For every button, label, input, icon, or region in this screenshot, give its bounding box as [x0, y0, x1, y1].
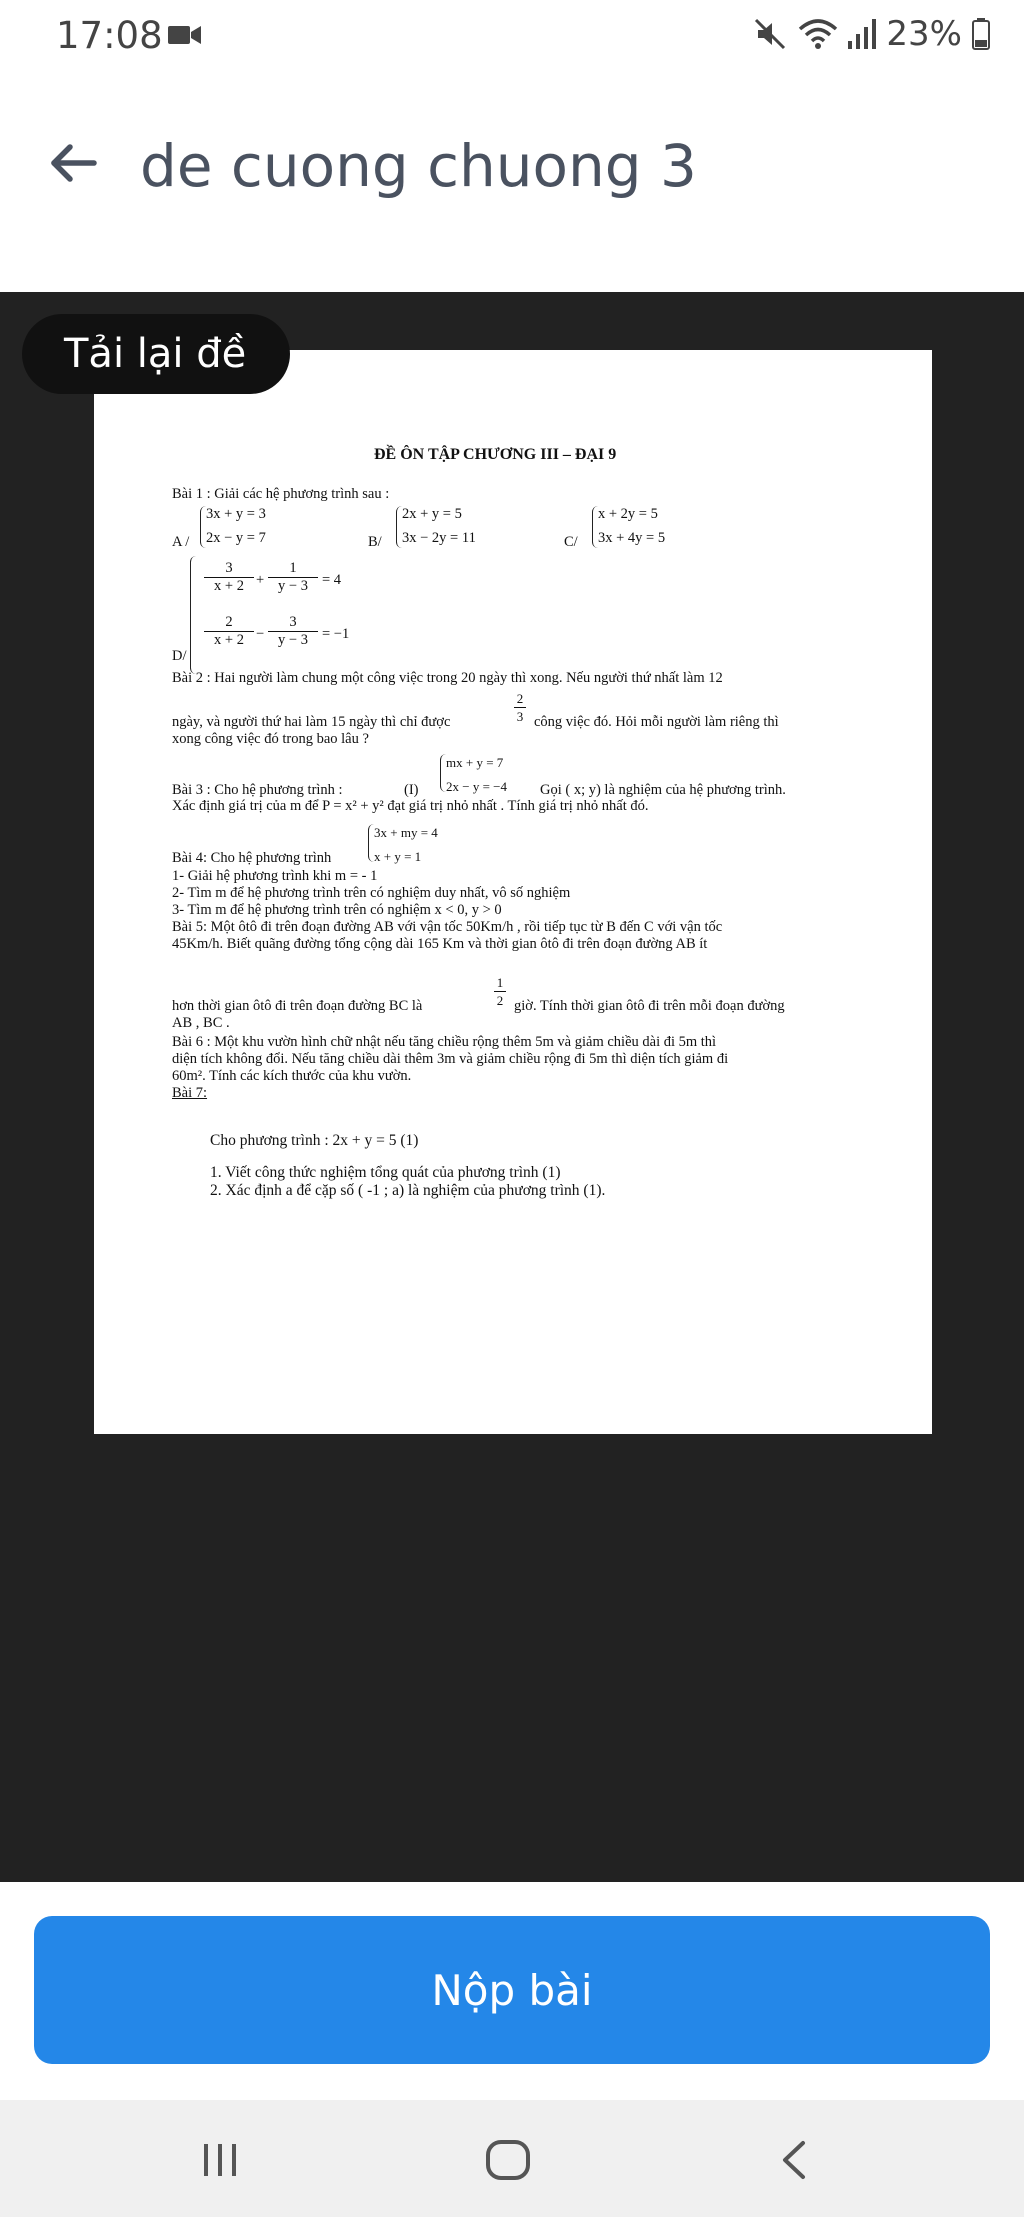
doc-line: (I) [404, 782, 419, 798]
frac-den: y − 3 [278, 578, 308, 594]
mute-icon [752, 16, 788, 52]
doc-line: Bài 4: Cho hệ phương trình [172, 850, 332, 866]
doc-label: B/ [368, 534, 382, 550]
status-bar [0, 0, 1024, 76]
document-page [94, 350, 932, 1434]
arrow-left-icon [48, 143, 98, 183]
doc-line: 60m². Tính các kích thước của khu vườn. [172, 1068, 412, 1084]
doc-title: ĐỀ ÔN TẬP CHƯƠNG III – ĐẠI 9 [374, 446, 617, 463]
battery-icon [972, 18, 990, 50]
doc-line: 1- Giải hệ phương trình khi m = - 1 [172, 868, 378, 884]
wifi-icon [798, 17, 838, 51]
doc-eq: 3x + 4y = 5 [598, 530, 666, 546]
doc-line: 2. Xác định a để cặp số ( -1 ; a) là nghiệm của phương trình (1). [210, 1182, 606, 1199]
doc-line: Cho phương trình : 2x + y = 5 (1) [210, 1132, 419, 1149]
doc-eq: x + y = 1 [374, 849, 422, 864]
doc-eq: 3x − 2y = 11 [402, 530, 476, 546]
battery-text: 23% [886, 14, 962, 54]
doc-eq: x + 2y = 5 [598, 506, 658, 522]
doc-label: C/ [564, 534, 578, 550]
reload-button[interactable]: Tải lại đề [22, 314, 290, 394]
back-button[interactable] [40, 130, 106, 196]
doc-line: Bài 6 : Một khu vườn hình chữ nhật nếu tăng chiều rộng thêm 5m và giảm chiều dài đi 5m thì [172, 1034, 717, 1050]
doc-line: xong công việc đó trong bao lâu ? [172, 731, 369, 747]
doc-line: 1. Viết công thức nghiệm tổng quát của phương trình (1) [210, 1164, 561, 1181]
doc-op: = −1 [322, 626, 350, 642]
frac-num: 3 [268, 614, 318, 632]
doc-line: công việc đó. Hỏi mỗi người làm riêng thì [534, 714, 779, 730]
doc-eq: 3x + my = 4 [374, 825, 438, 840]
doc-line: Gọi ( x; y) là nghiệm của hệ phương trình. [540, 782, 786, 798]
doc-op: − [256, 626, 265, 642]
frac-num: 3 [204, 560, 254, 578]
submit-button[interactable]: Nộp bài [34, 1916, 990, 2064]
brace-d [190, 556, 198, 674]
recents-icon[interactable] [190, 2130, 250, 2190]
doc-op: + [256, 572, 265, 588]
doc-eq: 3x + y = 3 [206, 506, 266, 522]
doc-eq: 2x − y = 7 [206, 530, 266, 546]
frac-den: 2 [496, 993, 504, 1008]
frac-den: x + 2 [214, 632, 244, 648]
doc-line: Bài 3 : Cho hệ phương trình : [172, 782, 343, 798]
doc-eq: mx + y = 7 [446, 755, 504, 770]
status-time: 17:08 [56, 14, 163, 57]
doc-line: giờ. Tính thời gian ôtô đi trên mỗi đoạn đường [514, 998, 785, 1014]
doc-line: Bài 2 : Hai người làm chung một công việc trong 20 ngày thì xong. Nếu người thứ nhất làm 12 [172, 670, 723, 686]
video-camera-icon [168, 24, 202, 46]
doc-eq: 2x + y = 5 [402, 506, 462, 522]
doc-line: 45Km/h. Biết quãng đường tổng cộng dài 165 Km và thời gian ôtô đi trên đoạn đường AB ít [172, 936, 708, 952]
frac-num: 2 [514, 690, 526, 708]
frac-den: y − 3 [278, 632, 308, 648]
frac-den: 3 [516, 709, 524, 724]
doc-op: = 4 [322, 572, 342, 588]
frac-num: 1 [494, 974, 506, 992]
doc-line: hơn thời gian ôtô đi trên đoạn đường BC là [172, 998, 423, 1014]
home-icon[interactable] [478, 2130, 538, 2190]
back-icon[interactable] [764, 2130, 824, 2190]
page-title: de cuong chuong 3 [140, 132, 697, 200]
doc-line: ngày, và người thứ hai làm 15 ngày thì chỉ được [172, 714, 451, 730]
doc-line: Xác định giá trị của m để P = x² + y² đạt giá trị nhỏ nhất . Tính giá trị nhỏ nhất đó. [172, 798, 649, 814]
doc-line: Bài 1 : Giải các hệ phương trình sau : [172, 486, 390, 502]
doc-line: AB , BC . [172, 1015, 230, 1031]
doc-line: 3- Tìm m để hệ phương trình trên có nghiệm x < 0, y > 0 [172, 902, 502, 918]
frac-num: 1 [268, 560, 318, 578]
doc-line: Bài 7: [172, 1085, 208, 1101]
doc-label: A / [172, 534, 190, 550]
signal-icon [848, 19, 876, 49]
doc-line: diện tích không đổi. Nếu tăng chiều dài thêm 3m và giảm chiều rộng đi 5m thì diện tích giảm đi [172, 1051, 729, 1067]
doc-line: 2- Tìm m để hệ phương trình trên có nghiệm duy nhất, vô số nghiệm [172, 885, 571, 901]
doc-label: D/ [172, 648, 187, 664]
doc-line: Bài 5: Một ôtô đi trên đoạn đường AB với vận tốc 50Km/h , rồi tiếp tục từ B đến C với vận tốc [172, 919, 723, 935]
doc-eq: 2x − y = −4 [446, 779, 507, 794]
frac-den: x + 2 [214, 578, 244, 594]
frac-num: 2 [204, 614, 254, 632]
